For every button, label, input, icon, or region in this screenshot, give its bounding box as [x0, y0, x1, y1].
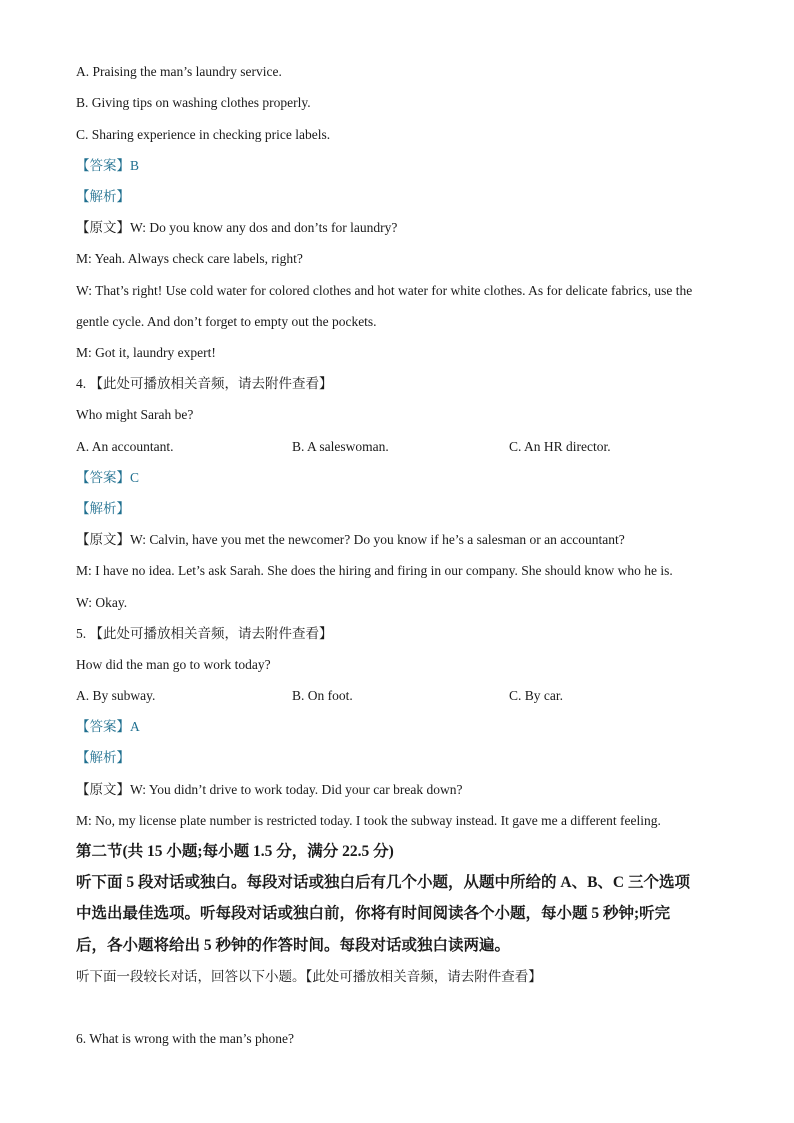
question-6-text: 6. What is wrong with the man’s phone?: [76, 1031, 294, 1046]
transcript-line: gentle cycle. And don’t forget to empty out the pockets.: [76, 314, 377, 329]
question-4-text: Who might Sarah be?: [76, 407, 194, 422]
question-5-text: How did the man go to work today?: [76, 657, 271, 672]
q5-option-b: B. On foot.: [292, 688, 353, 703]
option-b: B. Giving tips on washing clothes properly.: [76, 95, 311, 110]
analysis-label: 【解析】: [76, 189, 130, 204]
answer-label: 【答案】C: [76, 470, 140, 485]
answer-label: 【答案】B: [76, 158, 140, 173]
transcript-line: 【原文】W: You didn’t drive to work today. Did your car break down?: [76, 782, 463, 797]
transcript-line: 【原文】W: Calvin, have you met the newcomer? Do you know if he’s a salesman or an accountant?: [76, 532, 625, 547]
q5-option-c: C. By car.: [509, 688, 563, 703]
analysis-label: 【解析】: [76, 501, 130, 516]
option-c: C. Sharing experience in checking price labels.: [76, 127, 331, 142]
analysis-label: 【解析】: [76, 750, 130, 765]
transcript-line: 【原文】W: Do you know any dos and don’ts for laundry?: [76, 220, 398, 235]
section-heading: 第二节(共 15 小题;每小题 1.5 分，满分 22.5 分): [76, 843, 394, 860]
q4-option-b: B. A saleswoman.: [292, 439, 389, 454]
question-5-header: 5. 【此处可播放相关音频，请去附件查看】: [76, 626, 333, 641]
transcript-line: M: Got it, laundry expert!: [76, 345, 216, 360]
option-a: A. Praising the man’s laundry service.: [76, 64, 282, 79]
section-instructions: 后，各小题将给出 5 秒钟的作答时间。每段对话或独白读两遍。: [76, 937, 511, 954]
q5-option-a: A. By subway.: [76, 688, 156, 703]
q4-option-c: C. An HR director.: [509, 439, 611, 454]
section-instructions: 听下面 5 段对话或独白。每段对话或独白后有几个小题，从题中所给的 A、B、C 三个选项: [76, 874, 690, 891]
q4-option-a: A. An accountant.: [76, 439, 174, 454]
transcript-line: W: Okay.: [76, 595, 128, 610]
transcript-line: W: That’s right! Use cold water for colored clothes and hot water for white clothes. As for delicate fabrics, use the: [76, 283, 693, 298]
transcript-line: M: Yeah. Always check care labels, right?: [76, 251, 303, 266]
transcript-line: M: No, my license plate number is restricted today. I took the subway instead. It gave me a different feeling.: [76, 813, 661, 828]
question-4-header: 4. 【此处可播放相关音频，请去附件查看】: [76, 376, 333, 391]
answer-label: 【答案】A: [76, 719, 140, 734]
dialogue-intro: 听下面一段较长对话，回答以下小题。【此处可播放相关音频，请去附件查看】: [76, 969, 542, 984]
section-instructions: 中选出最佳选项。听每段对话或独白前，你将有时间阅读各个小题，每小题 5 秒钟;听完: [76, 905, 671, 922]
transcript-line: M: I have no idea. Let’s ask Sarah. She does the hiring and firing in our company. She should know who he is.: [76, 563, 673, 578]
